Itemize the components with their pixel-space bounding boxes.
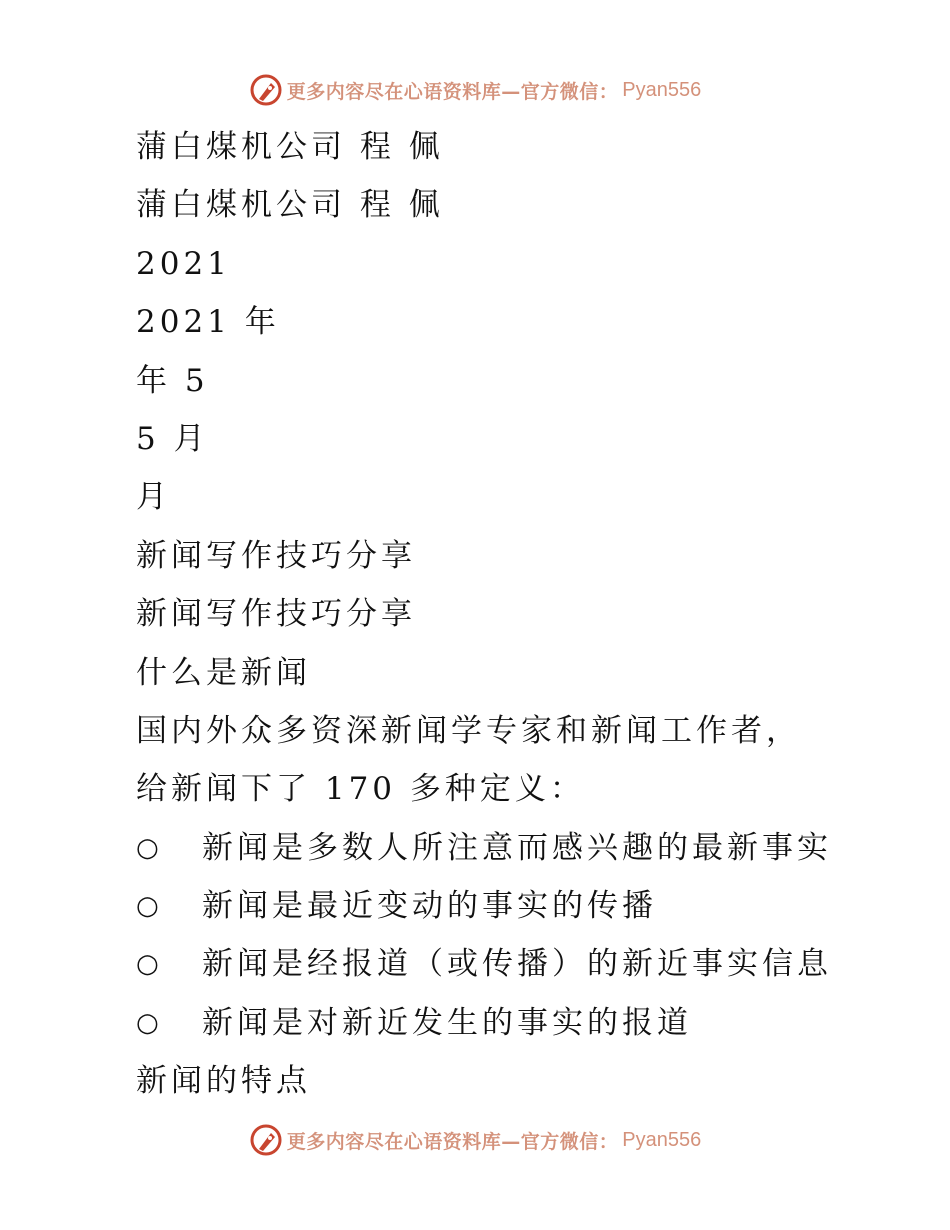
bullet-circle-icon: ○ [136, 891, 159, 922]
definition-text: 新闻是最近变动的事实的传播 [202, 888, 657, 925]
document-body [136, 118, 916, 1111]
author-line: 蒲白煤机公司 程 佩 [136, 187, 444, 224]
document-title: 新闻写作技巧分享 [136, 537, 416, 574]
watermark-wechat-id: Pyan556 [622, 1128, 702, 1151]
date-fragment: 5 月 [136, 420, 209, 457]
definition-item [136, 877, 916, 935]
pen-nib-logo-icon [249, 1123, 283, 1157]
definition-text: 新闻是对新近发生的事实的报道 [202, 1004, 692, 1041]
watermark-wechat-id: Pyan556 [622, 78, 702, 101]
paragraph-line: 给新闻下了 170 多种定义： [136, 771, 585, 808]
date-fragment: 月 [136, 479, 171, 516]
paragraph-line: 国内外众多资深新闻学专家和新闻工作者， [136, 712, 801, 749]
footer-watermark [0, 1120, 950, 1160]
document-title: 新闻写作技巧分享 [136, 596, 416, 633]
section-heading: 什么是新闻 [136, 654, 311, 691]
definition-item [136, 935, 916, 993]
bullet-circle-icon: ○ [136, 832, 159, 863]
pen-nib-logo-icon [249, 73, 283, 107]
definition-item [136, 819, 916, 877]
definition-text: 新闻是经报道（或传播）的新近事实信息 [202, 946, 832, 983]
bullet-circle-icon: ○ [136, 1007, 159, 1038]
date-fragment: 年 5 [136, 362, 209, 399]
watermark-text: 更多内容尽在心语资料库—官方微信： [286, 80, 619, 103]
definition-item [136, 994, 916, 1052]
author-line: 蒲白煤机公司 程 佩 [136, 129, 444, 165]
date-fragment: 2021 年 [136, 304, 280, 341]
bullet-circle-icon: ○ [136, 949, 159, 980]
watermark-text: 更多内容尽在心语资料库—官方微信： [286, 1130, 619, 1153]
section-heading: 新闻的特点 [136, 1063, 311, 1100]
header-watermark [0, 70, 950, 110]
date-fragment: 2021 [136, 245, 231, 282]
definition-text: 新闻是多数人所注意而感兴趣的最新事实 [202, 829, 832, 866]
